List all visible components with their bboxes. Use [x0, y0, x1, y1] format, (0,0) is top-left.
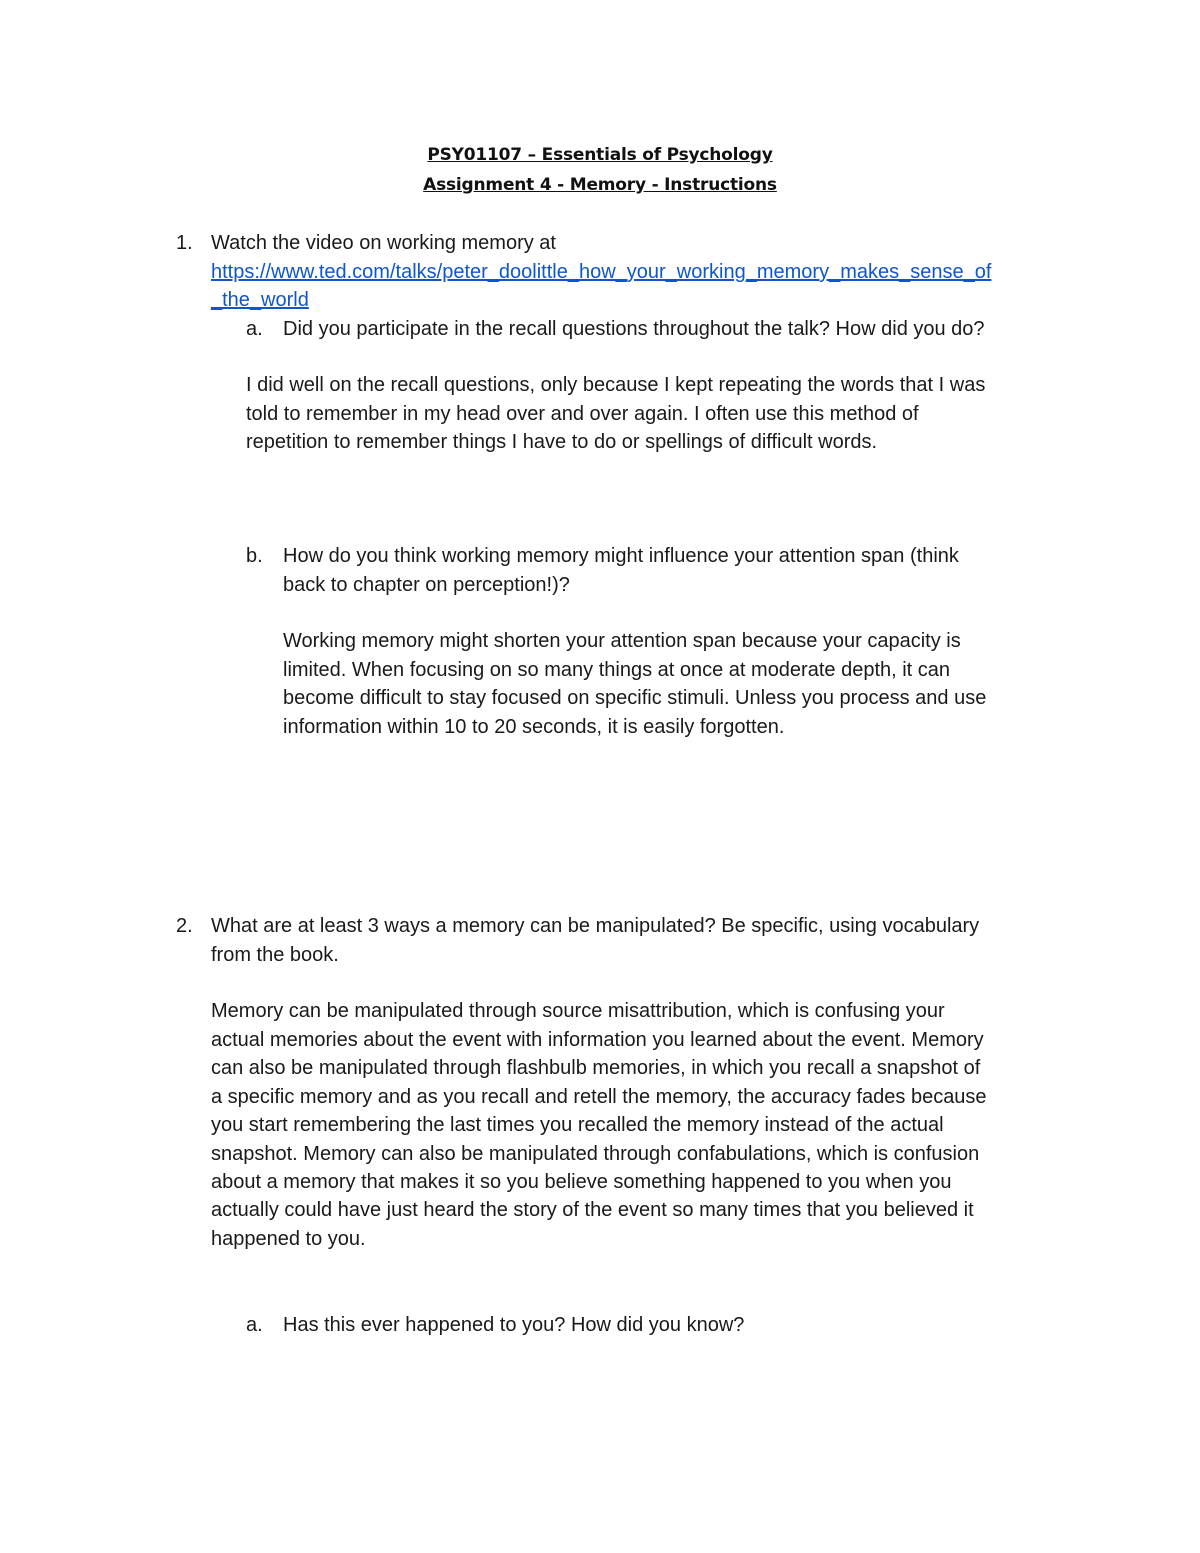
q1b-answer-line: limited. When focusing on so many things at once at moderate depth, it can	[283, 659, 951, 681]
q2-answer-line: can also be manipulated through flashbulb memories, in which you recall a snapshot of	[211, 1057, 981, 1079]
q1a-answer-line: I did well on the recall questions, only because I kept repeating the words that I was	[246, 374, 986, 396]
q1-number: 1.	[176, 232, 193, 254]
q2-question-line: from the book.	[211, 944, 339, 966]
q1b-answer-line: information within 10 to 20 seconds, it is easily forgotten.	[283, 716, 785, 738]
q1b-question-line: How do you think working memory might influence your attention span (think	[283, 545, 959, 567]
q2-answer-line: Memory can be manipulated through source misattribution, which is confusing your	[211, 1000, 945, 1022]
q2-answer-line: actually could have just heard the story of the event so many times that you believed it	[211, 1199, 974, 1221]
q2a-question: Has this ever happened to you? How did you know?	[283, 1314, 745, 1336]
q1a-letter: a.	[246, 318, 263, 340]
q2-number: 2.	[176, 915, 193, 937]
q2-question-line: What are at least 3 ways a memory can be manipulated? Be specific, using vocabulary	[211, 915, 980, 937]
q1-prompt: Watch the video on working memory at	[211, 232, 556, 254]
q1a-question: Did you participate in the recall questions throughout the talk? How did you do?	[283, 318, 985, 340]
assignment-title: Assignment 4 - Memory - Instructions	[423, 175, 777, 195]
q2a-letter: a.	[246, 1314, 263, 1336]
q2-answer-line: happened to you.	[211, 1228, 366, 1250]
ted-video-link-line2[interactable]: _the_world	[211, 289, 309, 311]
q1a-answer-line: told to remember in my head over and over again. I often use this method of	[246, 403, 919, 425]
q1b-question-line: back to chapter on perception!)?	[283, 574, 570, 596]
q2-answer-line: actual memories about the event with information you learned about the event. Memory	[211, 1029, 984, 1051]
q1b-answer-line: Working memory might shorten your attention span because your capacity is	[283, 630, 961, 652]
course-title: PSY01107 – Essentials of Psychology	[427, 145, 773, 165]
q2-answer-line: snapshot. Memory can also be manipulated through confabulations, which is confusion	[211, 1143, 980, 1165]
q1b-letter: b.	[246, 545, 263, 567]
q2-answer-line: a specific memory and as you recall and retell the memory, the accuracy fades because	[211, 1086, 987, 1108]
q1b-answer-line: become difficult to stay focused on specific stimuli. Unless you process and use	[283, 687, 987, 709]
q2-answer-line: you start remembering the last times you recalled the memory instead of the actual	[211, 1114, 944, 1136]
q2-answer-line: about a memory that makes it so you believe something happened to you when you	[211, 1171, 952, 1193]
q1a-answer-line: repetition to remember things I have to do or spellings of difficult words.	[246, 431, 878, 453]
ted-video-link-line1[interactable]: https://www.ted.com/talks/peter_doolittle_how_your_working_memory_makes_sense_of	[211, 261, 992, 283]
